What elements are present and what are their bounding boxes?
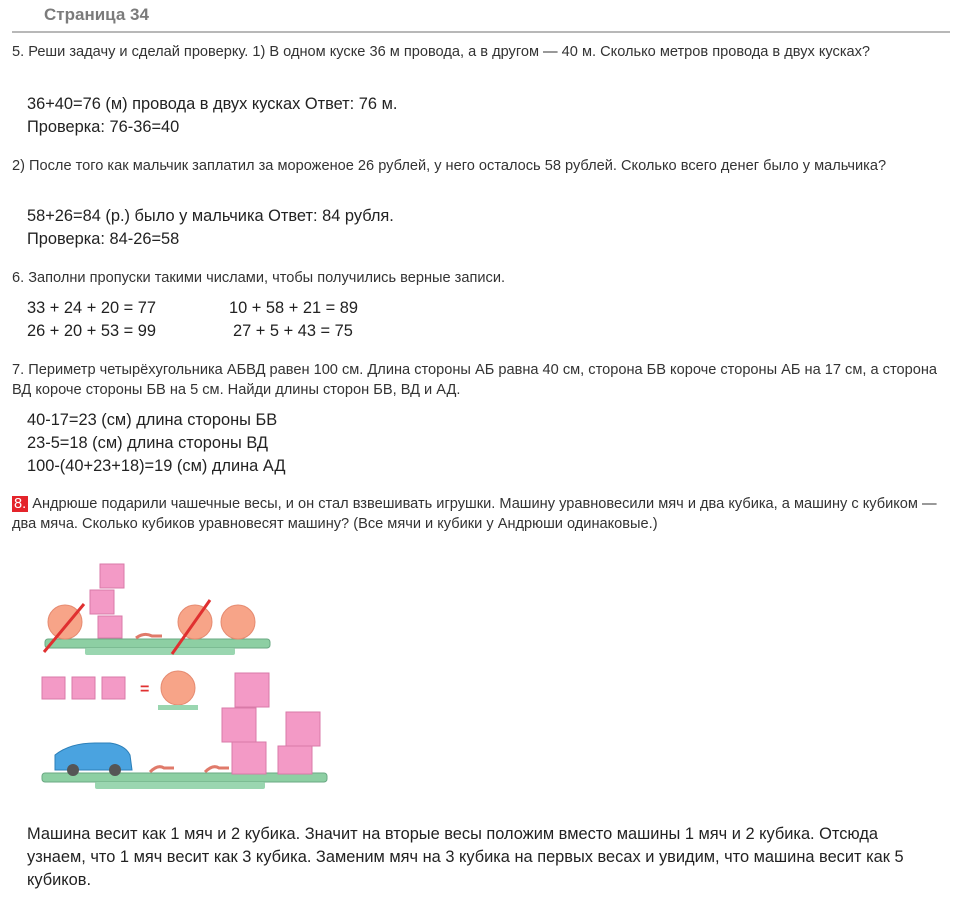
top-scale-base	[85, 648, 235, 655]
balance-scales-svg	[40, 560, 340, 815]
task6-eq1: 33 + 24 + 20 = 77	[27, 299, 156, 317]
task5-part2-answer	[27, 205, 394, 251]
cube-icon	[235, 673, 269, 707]
task5-part2-line1: 58+26=84 (р.) было у мальчика Ответ: 84 рубля.	[27, 207, 394, 225]
task6-eq4: 27 + 5 + 43 = 75	[233, 322, 353, 340]
cubes-equal-ball	[42, 671, 198, 710]
cube-icon	[100, 564, 124, 588]
page-title: Страница 34	[44, 5, 149, 24]
car-wheel-icon	[109, 764, 121, 776]
task5-part2-text: 2) После того как мальчик заплатил за мороженое 26 рублей, у него осталось 58 рублей. Сколько всего денег было у мальчика?	[12, 158, 887, 174]
task7-text: 7. Периметр четырёхугольника АБВД равен 100 см. Длина стороны АБ равна 40 см, сторона БВ короче стороны АБ на 17 см, а сторона ВД короче стороны БВ на 5 см. Найди длины сторон БВ, ВД и АД.	[12, 362, 937, 398]
task6-text: 6. Заполни пропуски такими числами, чтобы получились верные записи.	[12, 270, 506, 286]
task8-solution: Машина весит как 1 мяч и 2 кубика. Значит на вторые весы положим вместо машины 1 мяч и 2 кубика. Отсюда узнаем, что 1 мяч весит как 3 кубика. Заменим мяч на 3 кубика на первых весах и увидим, что машина весит как 5 кубиков.	[27, 825, 904, 889]
task6-equations	[27, 297, 427, 343]
car-icon	[55, 743, 132, 770]
top-scale-pointer-left	[136, 634, 162, 638]
task5-answer-line1: 36+40=76 (м) провода в двух кусках Ответ: 76 м.	[27, 95, 398, 113]
ball-icon	[221, 605, 255, 639]
task7-line2: 23-5=18 (см) длина стороны ВД	[27, 434, 269, 452]
task7-answer	[27, 409, 285, 478]
task6-eq3: 26 + 20 + 53 = 99	[27, 322, 156, 340]
car-wheel-icon	[67, 764, 79, 776]
cube-icon	[222, 708, 256, 742]
task7-line3: 100-(40+23+18)=19 (см) длина АД	[27, 457, 286, 475]
cube-icon	[102, 677, 125, 699]
balance-scales-illustration	[40, 560, 340, 815]
top-scale	[44, 564, 270, 655]
task5-answer-line2: Проверка: 76-36=40	[27, 118, 180, 136]
top-scale-beam	[45, 639, 270, 648]
ball-icon	[161, 671, 195, 705]
ball-stand	[158, 705, 198, 710]
task7-line1: 40-17=23 (см) длина стороны БВ	[27, 411, 278, 429]
ball-icon	[48, 605, 82, 639]
cube-icon	[232, 742, 266, 774]
task5-answer	[27, 93, 397, 139]
equals-sign: =	[140, 681, 150, 698]
cube-icon	[286, 712, 320, 746]
cube-icon	[72, 677, 95, 699]
page-header	[12, 0, 950, 33]
task8-question: Андрюше подарили чашечные весы, и он стал взвешивать игрушки. Машину уравновесили мяч и два кубика, а машину с кубиком — два мяча. Сколько кубиков уравновесят машину? (Все мячи и кубики у Андрюши одинаковые.)	[12, 496, 937, 532]
cube-icon	[278, 746, 312, 774]
task5-text: 5. Реши задачу и сделай проверку. 1) В одном куске 36 м провода, а в другом — 40 м. Сколько метров провода в двух кусках?	[12, 44, 871, 60]
task6-eq2: 10 + 58 + 21 = 89	[229, 299, 358, 317]
cube-icon	[42, 677, 65, 699]
bottom-scale-base	[95, 782, 265, 789]
task8-text	[12, 494, 957, 534]
cube-icon	[98, 616, 122, 638]
bottom-scale-pointers	[150, 767, 229, 772]
task8-number-badge: 8.	[14, 496, 27, 512]
task5-part2-line2: Проверка: 84-26=58	[27, 230, 180, 248]
cube-icon	[90, 590, 114, 614]
